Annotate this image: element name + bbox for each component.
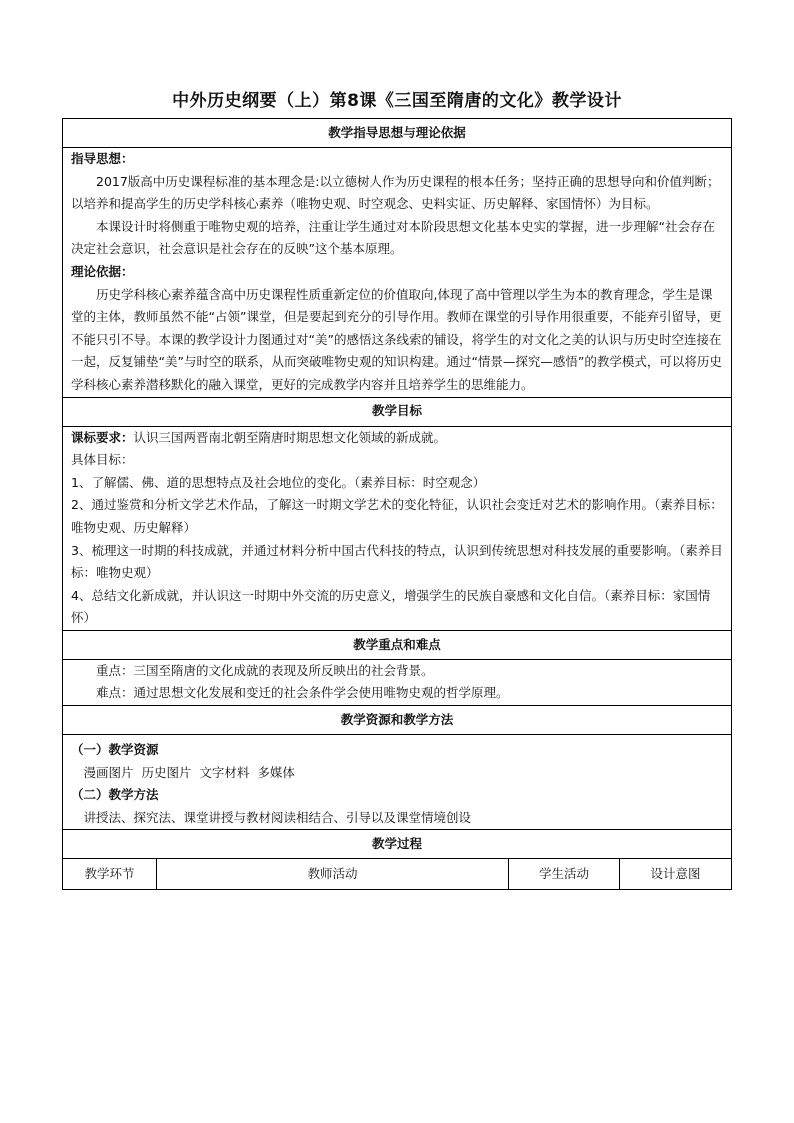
- resources-content: [63, 735, 732, 830]
- methods-label: （二）教学方法: [71, 787, 159, 803]
- standard-label: 课标要求：: [71, 429, 134, 445]
- key-point: 重点：三国至隋唐的文化成就的表现及所反映出的社会背景。: [96, 662, 434, 678]
- standard-requirement: [71, 427, 723, 450]
- goal-item: 4、总结文化新成就，并认识这一时期中外交流的历史意义，增强学生的民族自豪感和文化自信。（素养目标：家国情怀）: [71, 587, 711, 626]
- section-heading-process: 教学过程: [63, 830, 732, 859]
- section-heading-guiding: 教学指导思想与理论依据: [63, 119, 732, 148]
- section-heading-keypoints: 教学重点和难点: [63, 630, 732, 659]
- section-heading-goals: 教学目标: [63, 397, 732, 426]
- guiding-content: [63, 148, 732, 398]
- methods-text: 讲授法、探究法、课堂讲授与教材阅读相结合、引导以及课堂情境创设: [83, 809, 472, 825]
- guiding-label: 指导思想：: [71, 151, 134, 166]
- goal-item: 2、通过鉴赏和分析文学艺术作品，了解这一时期文学艺术的变化特征，认识社会变迁对艺术的影响作用。（素养目标：唯物史观、历史解释）: [71, 497, 723, 535]
- column-header-teacher: 教师活动: [157, 859, 509, 890]
- column-header-stage: 教学环节: [63, 859, 157, 890]
- column-header-intent: 设计意图: [620, 859, 732, 890]
- goal-item: 1、了解儒、佛、道的思想特点及社会地位的变化。（素养目标：时空观念）: [71, 474, 486, 490]
- goal-item: 3、梳理这一时期的科技成就，并通过材料分析中国古代科技的特点，认识到传统思想对科技发展的重要影响。（素养目标：唯物史观）: [71, 542, 723, 581]
- resources-label: （一）教学资源: [71, 742, 159, 758]
- theory-paragraph: 历史学科核心素养蕴含高中历史课程性质重新定位的价值取向,体现了高中管理以学生为本的教育理念，学生是课堂的主体，教师虽然不能“占领”课堂，但是要起到充分的引导作用。教师在课堂的引导作用很重要，不能弃引留导，更不能只引不导。本课的教学设计力图通过对“美”的感悟这条线索的铺设，将学生的对文化之美的认识与历史时空连接在一起，反复铺垫“美”与时空的联系，从而突破唯物史观的知识构建。通过“情景—探究—感悟”的教学模式，可以将历史学科核心素养潜移默化的融入课堂，更好的完成教学内容并且培养学生的思维能力。: [71, 286, 722, 392]
- resources-text: 漫画图片 历史图片 文字材料 多媒体: [83, 764, 295, 780]
- section-heading-resources: 教学资源和教学方法: [63, 706, 732, 735]
- guiding-paragraph-2: 本课设计时将侧重于唯物史观的培养，注重让学生通过对本阶段思想文化基本史实的掌握，进一步理解“社会存在决定社会意识，社会意识是社会存在的反映”这个基本原理。: [71, 218, 715, 257]
- keypoints-content: [63, 659, 732, 705]
- difficult-point: 难点：通过思想文化发展和变迁的社会条件学会使用唯物史观的哲学原理。: [96, 685, 509, 701]
- column-header-student: 学生活动: [509, 859, 620, 890]
- lesson-plan-table: [62, 118, 732, 890]
- guiding-paragraph-1: 2017版高中历史课程标准的基本理念是:以立德树人作为历史课程的根本任务；坚持正确的思想导向和价值判断；以培养和提高学生的历史学科核心素养（唯物史观、时空观念、史料实证、历史解释、家国情怀）为目标。: [71, 173, 720, 212]
- standard-text: 认识三国两晋南北朝至隋唐时期思想文化领域的新成就。: [133, 429, 447, 445]
- page-title: 中外历史纲要（上）第8课《三国至隋唐的文化》教学设计: [172, 91, 622, 111]
- goals-content: [63, 426, 732, 630]
- theory-label: 理论依据：: [71, 263, 134, 279]
- specific-goals-label: 具体目标：: [71, 452, 134, 468]
